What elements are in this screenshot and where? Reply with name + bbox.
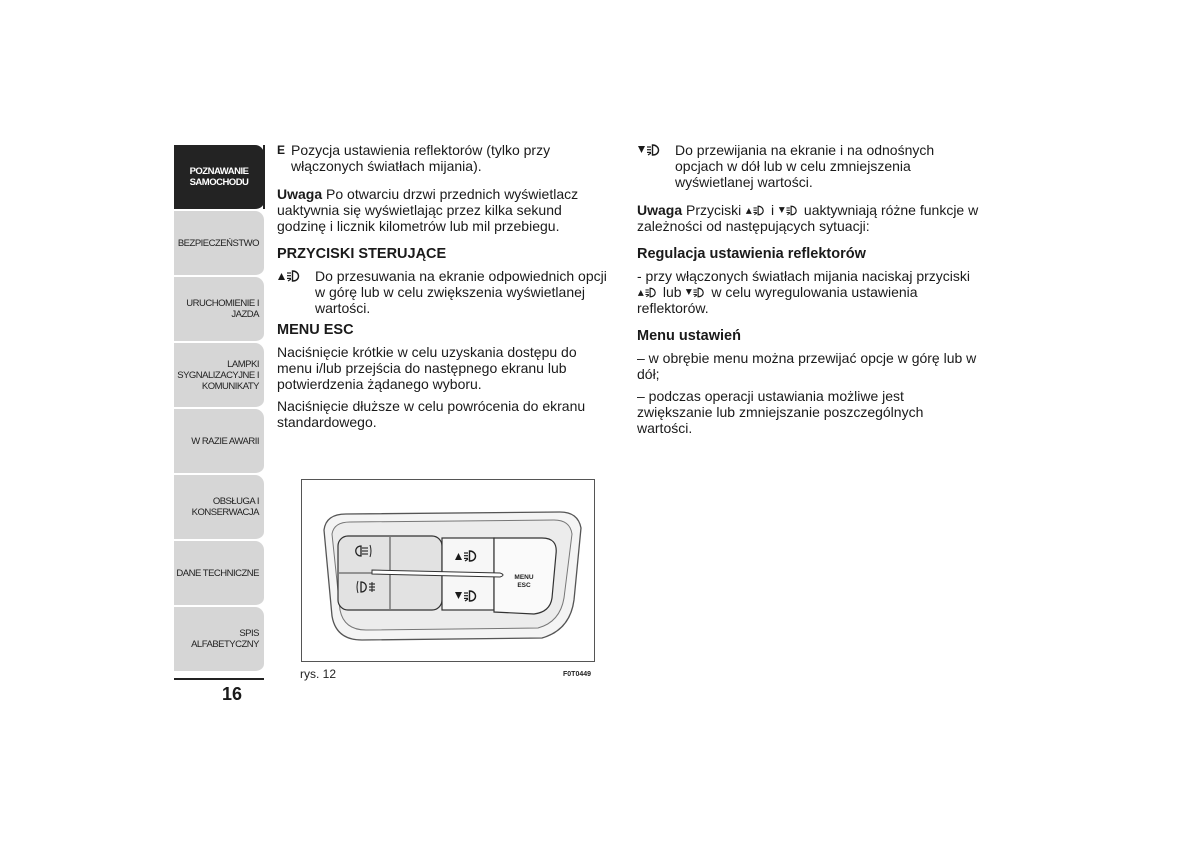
text-column-left bbox=[277, 142, 607, 442]
note-label: Uwaga bbox=[277, 186, 323, 202]
note-paragraph-2 bbox=[637, 202, 982, 234]
heading-menu-esc: MENU ESC bbox=[277, 322, 354, 338]
note2-text-a: Przyciski bbox=[682, 202, 746, 218]
adj-text-b: lub bbox=[659, 284, 686, 300]
tab-obsluga-i-konserwacja[interactable]: OBSŁUGA I KONSERWACJA bbox=[174, 475, 264, 541]
headlamp-up-icon bbox=[745, 204, 767, 217]
heading-settings-menu: Menu ustawień bbox=[637, 328, 741, 344]
tab-lampki-sygnalizacyjne[interactable]: LAMPKI SYGNALIZACYJNE I KOMUNIKATY bbox=[174, 343, 264, 409]
e-text: Pozycja ustawienia reflektorów (tylko przy włączonych światłach mijania). bbox=[291, 142, 551, 174]
headlamp-down-icon bbox=[637, 143, 663, 157]
down-button-text: Do przewijania na ekranie i na odnośnych opcjach w dół lub w celu zmniejszenia wyświetlanej wartości. bbox=[675, 142, 935, 190]
short-press-paragraph: Naciśnięcie krótkie w celu uzyskania dostępu do menu i/lub przejścia do następnego ekranu lub potwierdzenia żądanego wyboru. bbox=[277, 344, 577, 392]
adjustment-paragraph bbox=[637, 268, 982, 316]
headlamp-up-icon bbox=[637, 286, 659, 299]
up-button-paragraph bbox=[277, 268, 607, 316]
menu-label-2: ESC bbox=[517, 582, 531, 589]
settings-item-1: – w obrębie menu można przewijać opcje w górę lub w dół; bbox=[637, 350, 977, 382]
down-button-paragraph bbox=[637, 142, 982, 190]
figure-caption: rys. 12 bbox=[300, 667, 337, 681]
control-panel-illustration bbox=[302, 480, 593, 660]
note2-text-c: uaktywniają różne funkcje w zależności od następujących sytuacji: bbox=[637, 202, 979, 234]
text-column-right bbox=[637, 142, 982, 448]
settings-item-2: – podczas operacji ustawiania możliwe jest zwiększanie lub zmniejszanie poszczególnych wartości. bbox=[637, 388, 924, 436]
note-paragraph-1 bbox=[277, 186, 607, 234]
adj-text-a: - przy włączonych światłach mijania naciskaj przyciski bbox=[637, 268, 970, 284]
e-letter: E bbox=[277, 143, 286, 157]
page-number: 16 bbox=[222, 684, 243, 704]
figure-code: F0T0449 bbox=[563, 671, 592, 678]
note-label-2: Uwaga bbox=[637, 202, 683, 218]
tab-poznawanie-samochodu[interactable]: POZNAWANIE SAMOCHODU bbox=[174, 145, 264, 211]
tab-spis-alfabetyczny[interactable]: SPIS ALFABETYCZNY bbox=[174, 607, 264, 673]
tab-bottom-rule bbox=[174, 678, 264, 680]
e-paragraph bbox=[277, 142, 607, 174]
menu-label-1: MENU bbox=[514, 574, 534, 581]
note2-text-b: i bbox=[767, 202, 779, 218]
tab-uruchomienie-i-jazda[interactable]: URUCHOMIENIE I JAZDA bbox=[174, 277, 264, 343]
tab-w-razie-awarii[interactable]: W RAZIE AWARII bbox=[174, 409, 264, 475]
adj-text-c: w celu wyregulowania ustawienia reflektorów. bbox=[637, 284, 918, 316]
headlamp-up-icon bbox=[277, 269, 303, 283]
tab-bezpieczenstwo[interactable]: BEZPIECZEŃSTWO bbox=[174, 211, 264, 277]
heading-headlamp-adjustment: Regulacja ustawienia reflektorów bbox=[637, 246, 866, 262]
up-button-text: Do przesuwania na ekranie odpowiednich opcji w górę lub w celu zwiększenia wyświetlanej wartości. bbox=[315, 268, 607, 316]
headlamp-down-icon bbox=[685, 286, 707, 299]
note-text: Po otwarciu drzwi przednich wyświetlacz uaktywnia się wyświetlając przez kilka sekund godzinę i licznik kilometrów lub mil przebiegu. bbox=[277, 186, 579, 234]
tab-dane-techniczne[interactable]: DANE TECHNICZNE bbox=[174, 541, 264, 607]
long-press-paragraph: Naciśnięcie dłuższe w celu powrócenia do ekranu standardowego. bbox=[277, 398, 586, 430]
headlamp-down-icon bbox=[778, 204, 800, 217]
control-panel-figure bbox=[301, 479, 595, 662]
heading-control-buttons: PRZYCISKI STERUJĄCE bbox=[277, 246, 447, 262]
